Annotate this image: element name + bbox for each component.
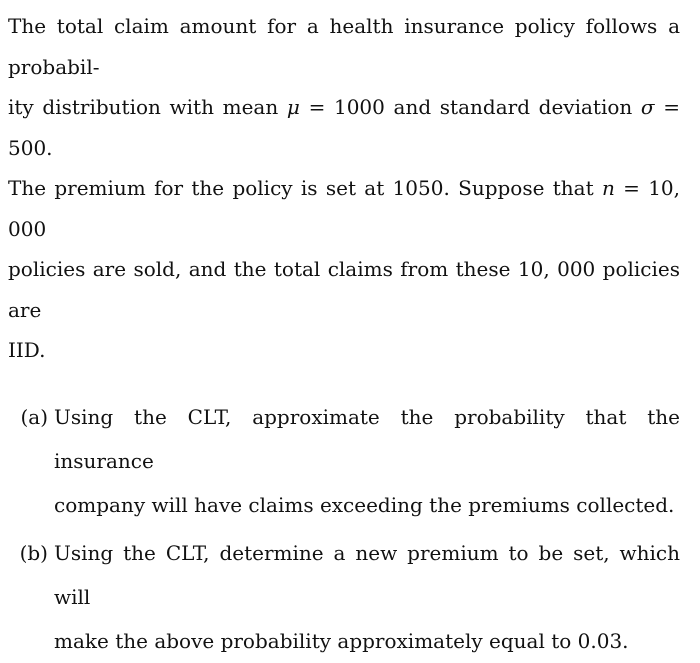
intro-text: = 500. <box>8 95 680 160</box>
part-label: (b) <box>19 540 48 565</box>
part-line: Using the CLT, determine a new premium to be set, which will <box>54 540 680 609</box>
intro-text: ity distribution with mean <box>8 95 287 119</box>
part-label: (a) <box>20 404 48 429</box>
intro-line <box>8 168 680 249</box>
n-symbol: n <box>601 176 615 200</box>
intro-line: IID. <box>8 338 46 362</box>
intro-line <box>8 87 680 168</box>
intro-line: The total claim amount for a health insurance policy follows a probabil- <box>8 14 680 79</box>
intro-text: = 1000 and standard deviation <box>299 95 641 119</box>
part-line: make the above probability approximately equal to 0.03. <box>54 628 629 653</box>
sigma-symbol: σ <box>640 95 655 119</box>
part-line: Using the CLT, approximate the probability that the insurance <box>54 404 680 473</box>
intro-text: = 10, 000 <box>8 176 681 241</box>
part-text <box>54 395 680 527</box>
question-part-a <box>8 395 680 527</box>
part-text <box>54 531 680 663</box>
question-part-b <box>8 531 680 663</box>
mu-symbol: μ <box>286 95 300 119</box>
intro-text: The premium for the policy is set at 1050. Suppose that <box>8 176 602 200</box>
intro-line: policies are sold, and the total claims from these 10, 000 policies are <box>8 257 680 322</box>
part-line: company will have claims exceeding the premiums collected. <box>54 492 675 517</box>
problem-statement <box>8 6 680 371</box>
question-parts <box>8 395 680 663</box>
